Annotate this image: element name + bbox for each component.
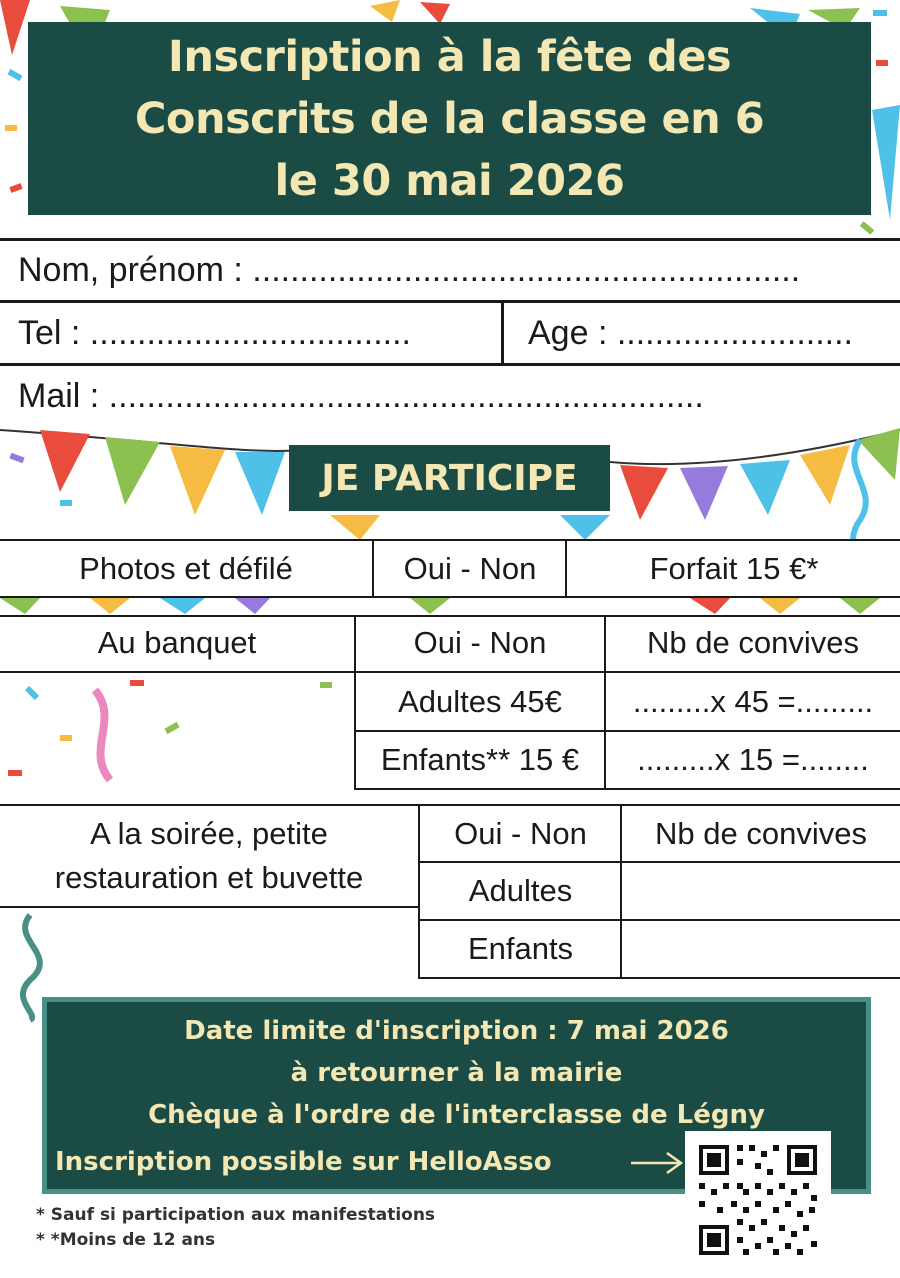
name-field[interactable]: Nom, prénom : .......................................................... [18,251,801,289]
soiree-guests-header: Nb de convives [655,815,867,851]
divider [418,804,420,979]
divider [419,977,900,979]
soiree-label-line-1: A la soirée, petite [90,816,328,851]
footnote-1: * Sauf si participation aux manifestations [36,1205,436,1225]
divider [0,238,900,241]
je-participe-label: JE PARTICIPE [321,457,578,499]
divider [354,788,900,790]
divider [0,615,900,617]
tel-field[interactable]: Tel : .................................. [18,314,411,352]
deadline-line-1: Date limite d'inscription : 7 mai 2026 [184,1016,729,1046]
photos-choice[interactable]: Oui - Non [403,550,537,586]
divider [0,363,900,366]
divider [354,615,356,790]
photos-row [0,540,900,597]
divider [372,539,374,598]
divider [0,539,900,541]
banquet-adults-label: Adultes 45€ [398,683,562,719]
banquet-choice[interactable]: Oui - Non [413,625,547,660]
title-banner [28,22,871,215]
soiree-adults-label: Adultes [468,873,573,908]
divider [419,861,900,863]
divider [0,804,900,806]
arrow-right-icon [629,1150,685,1176]
soiree-children-field[interactable] [622,921,900,977]
footnote-2: * *Moins de 12 ans [36,1230,216,1250]
banquet-children-label: Enfants** 15 € [380,741,580,777]
divider [565,539,567,598]
deadline-line-3: Chèque à l'ordre de l'interclasse de Légny [148,1100,765,1130]
divider [354,730,900,732]
title-line-1: Inscription à la fête des [167,31,732,82]
divider [419,919,900,921]
title-line-2: Conscrits de la classe en 6 [134,93,765,144]
deadline-line-2: à retourner à la mairie [290,1058,623,1088]
soiree-label [0,806,418,906]
soiree-choice[interactable]: Oui - Non [454,815,587,851]
photos-price: Forfait 15 €* [649,550,819,586]
banquet-adults-calc[interactable]: .........x 45 =......... [632,683,874,719]
banquet-label: Au banquet [97,625,257,660]
divider [620,804,622,979]
banquet-children-calc[interactable]: .........x 15 =........ [637,741,869,777]
qr-code-icon[interactable] [685,1131,831,1269]
je-participe-heading [289,445,610,511]
personal-info-form [0,238,900,428]
divider [604,615,606,790]
age-field[interactable]: Age : ......................... [528,314,853,352]
mail-field[interactable]: Mail : ............................................................... [18,377,704,415]
divider [501,300,504,363]
divider [0,671,900,673]
helloasso-link[interactable]: Inscription possible sur HelloAsso [55,1147,552,1177]
title-line-3: le 30 mai 2026 [274,155,625,206]
soiree-adults-field[interactable] [622,863,900,919]
divider [0,596,900,598]
divider [0,300,900,303]
photos-label: Photos et défilé [79,550,293,586]
soiree-label-line-2: restauration et buvette [54,860,364,895]
soiree-children-label: Enfants [467,931,574,966]
divider [0,906,420,908]
banquet-guests-header: Nb de convives [647,625,859,660]
